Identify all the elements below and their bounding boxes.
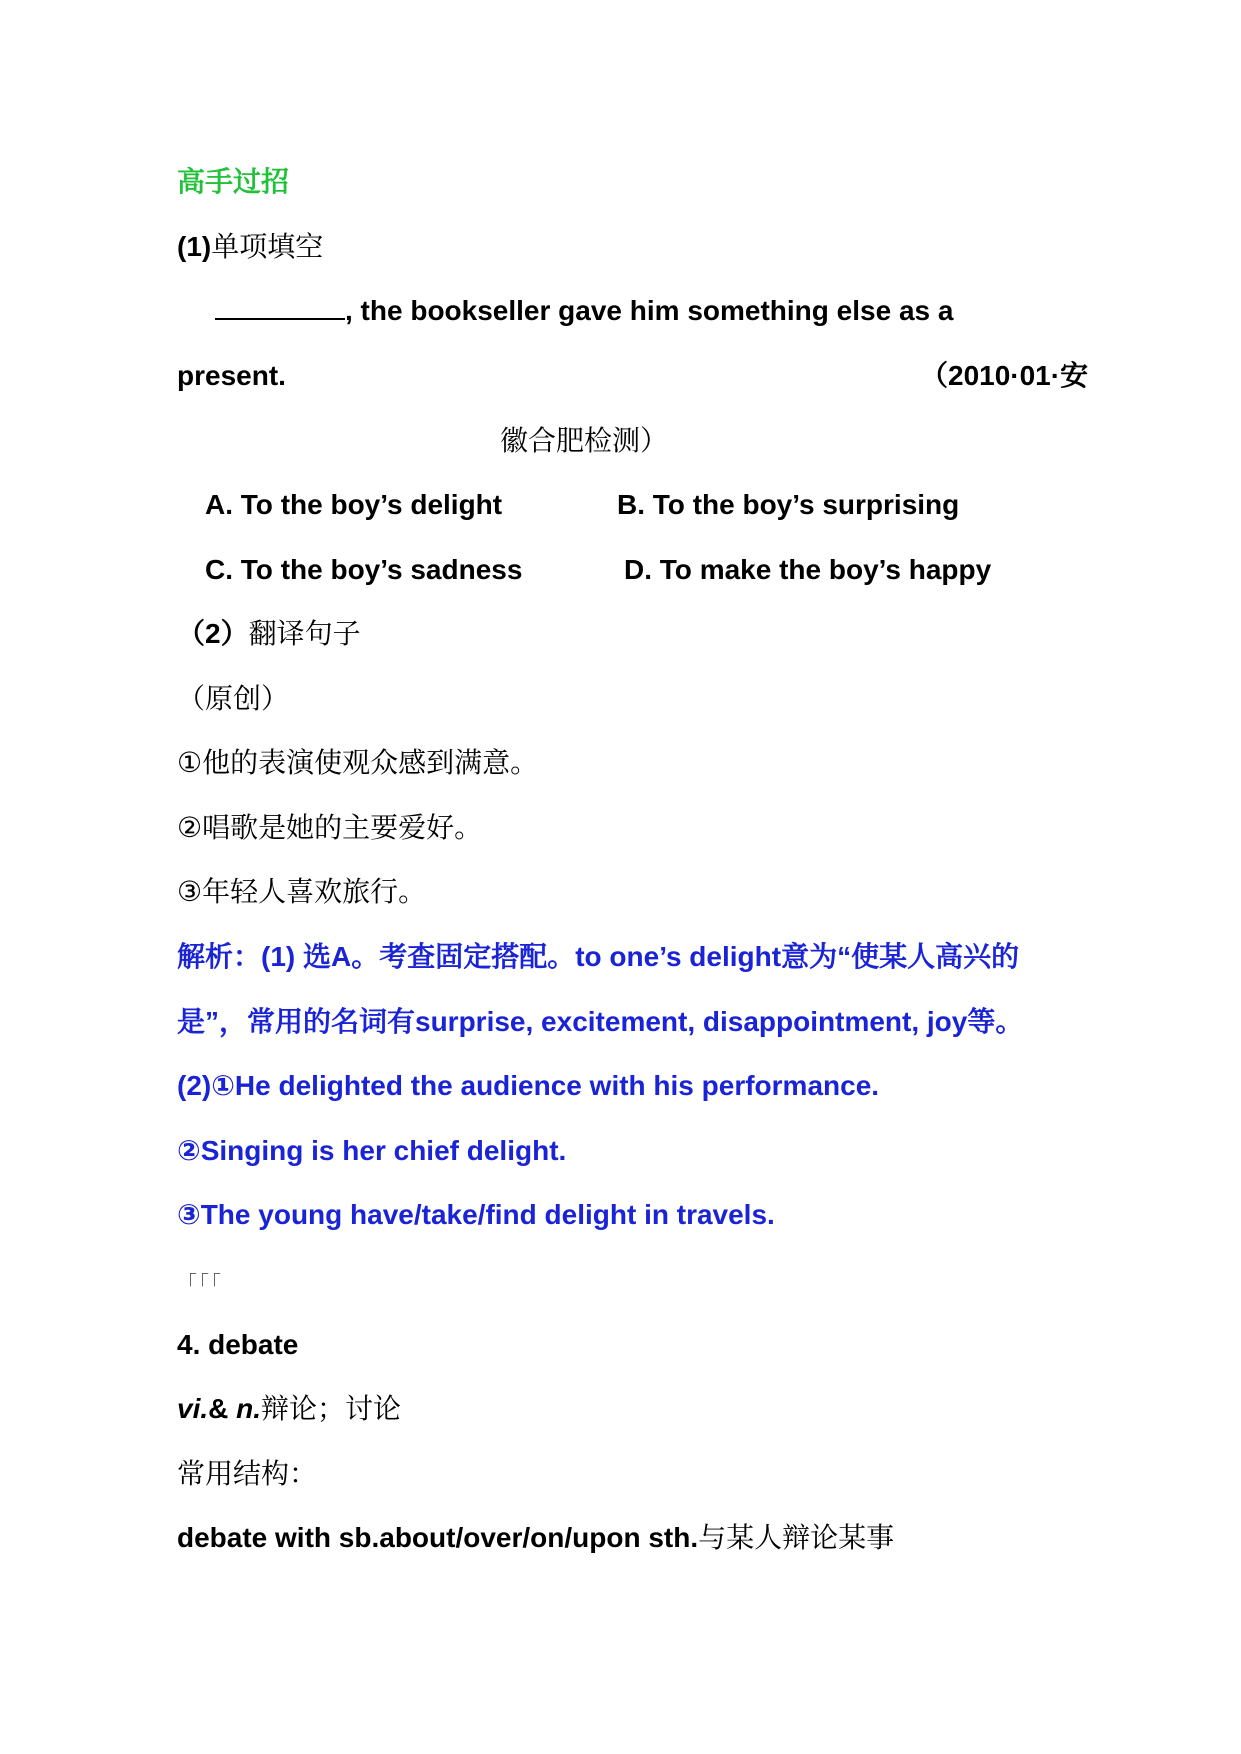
q1-label xyxy=(177,227,323,267)
q1-number: (1) xyxy=(177,231,212,262)
q2-origin: （原创） xyxy=(177,682,290,715)
q2-item-3: ③年轻人喜欢旅行。 xyxy=(177,875,427,908)
q2-number: （2） xyxy=(177,618,249,649)
analysis-line-4: ②Singing is her chief delight. xyxy=(177,1135,567,1166)
answer-blank xyxy=(215,296,345,320)
pos-n: n. xyxy=(236,1393,262,1424)
entry-title: 4. debate xyxy=(177,1329,299,1360)
analysis-line-2: 是”，常用的名词有surprise, excitement, disappointment, joy等。 xyxy=(177,1006,1024,1037)
analysis-line-5: ③The young have/take/find delight in travels. xyxy=(177,1199,775,1230)
option-c: C. To the boy’s sadness xyxy=(205,554,523,585)
q2-item-2: ②唱歌是她的主要爱好。 xyxy=(177,811,483,844)
q2-label xyxy=(177,614,361,654)
option-b: B. To the boy’s surprising xyxy=(617,489,960,520)
analysis-line-3: (2)①He delighted the audience with his performance. xyxy=(177,1070,880,1101)
q1-stem-end: present. xyxy=(177,360,286,391)
q1-source-part2: 徽合肥检测） xyxy=(500,424,669,457)
q1-type: 单项填空 xyxy=(211,230,324,263)
corner-marks: 「「「 xyxy=(177,1273,223,1295)
entry-pos xyxy=(177,1389,401,1429)
q2-type: 翻译句子 xyxy=(248,617,361,650)
section-heading: 高手过招 xyxy=(177,165,290,198)
structure-1 xyxy=(177,1518,894,1558)
pos-meaning: 辩论；讨论 xyxy=(261,1392,402,1425)
q1-stem-line2 xyxy=(177,356,286,396)
q1-source-part1: （2010·01·安 xyxy=(920,360,1089,391)
structure-1-en: debate with sb.about/over/on/upon sth. xyxy=(177,1522,699,1553)
pos-vi: vi. xyxy=(177,1393,209,1424)
option-d: D. To make the boy’s happy xyxy=(624,554,992,585)
structure-1-cn: 与某人辩论某事 xyxy=(698,1521,895,1554)
option-a: A. To the boy’s delight xyxy=(205,489,503,520)
structures-label: 常用结构： xyxy=(177,1457,318,1490)
pos-amp: & xyxy=(208,1393,237,1424)
analysis-line-1: 解析：(1) 选A。考查固定搭配。to one’s delight意为“使某人高兴的 xyxy=(177,941,1020,972)
q2-item-1: ①他的表演使观众感到满意。 xyxy=(177,746,539,779)
q1-stem-line1 xyxy=(215,291,953,331)
q1-stem-text: , the bookseller gave him something else as a xyxy=(345,295,954,326)
